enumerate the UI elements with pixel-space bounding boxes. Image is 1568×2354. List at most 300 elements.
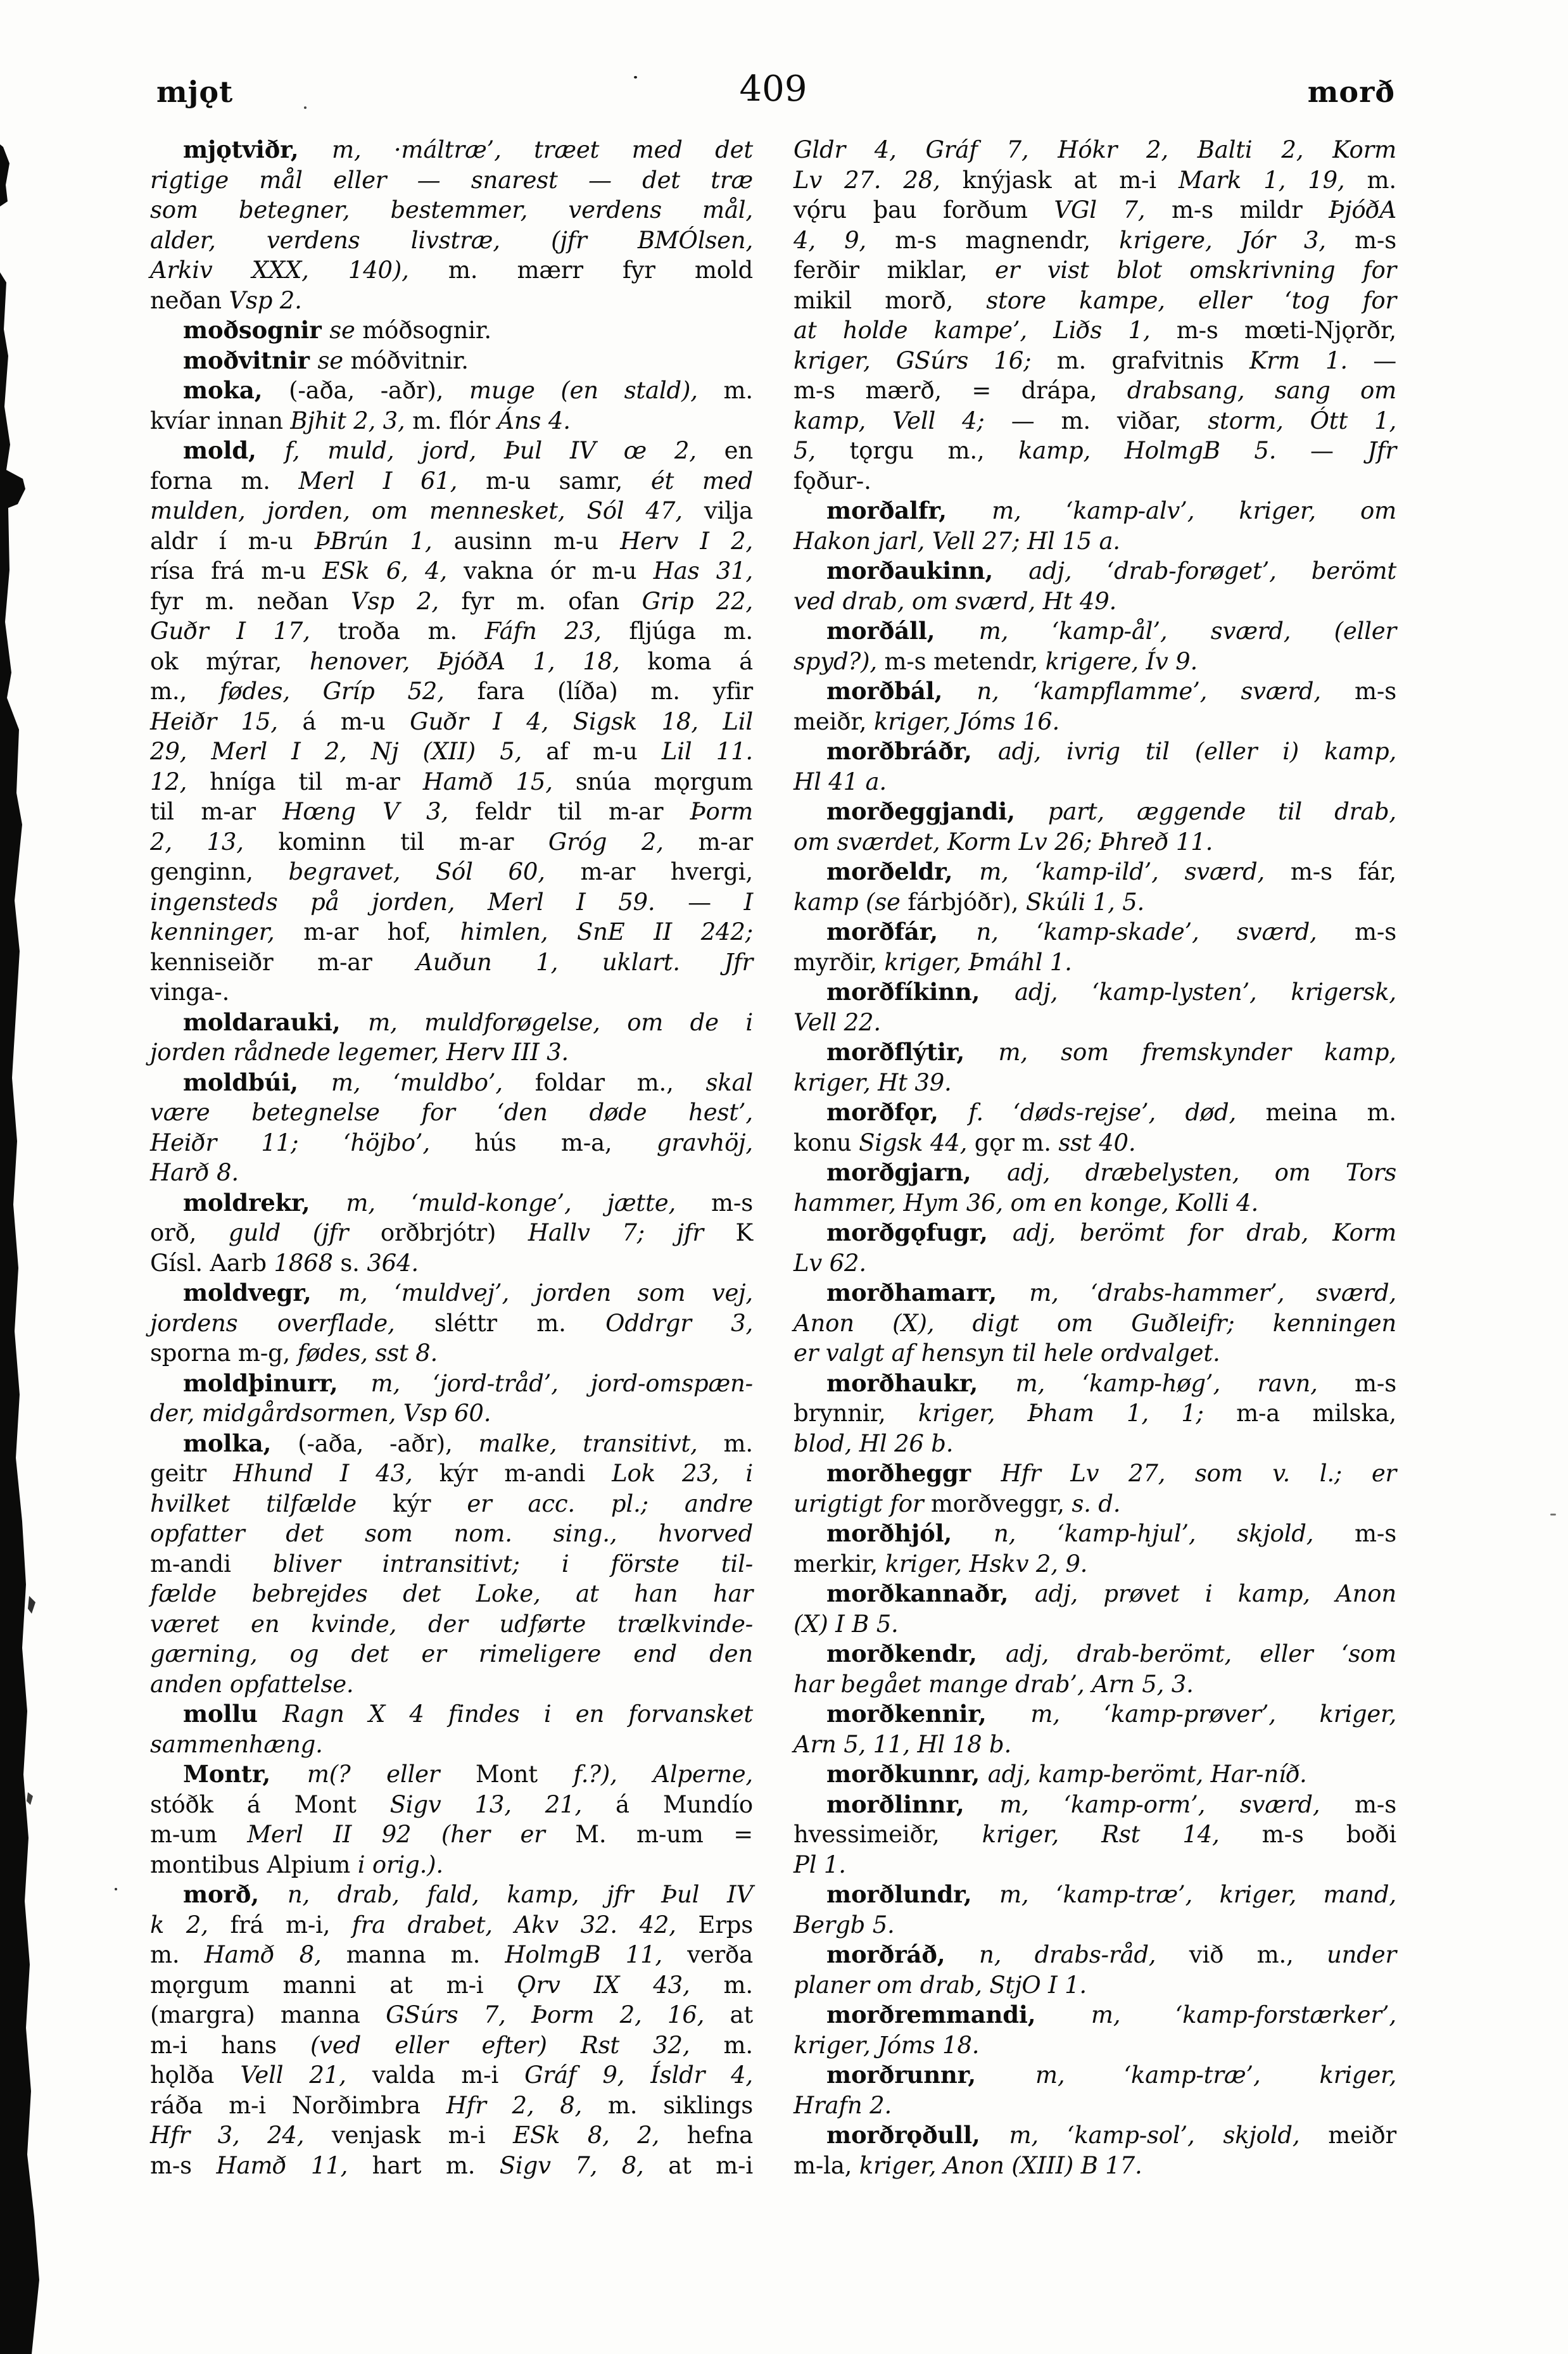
text-segment: (-aða, -aðr), [298, 1429, 479, 1457]
text-line [793, 1308, 1396, 1339]
text-line [793, 676, 1396, 707]
text-segment: m, ‘muldvej’, jorden som vej, [338, 1279, 753, 1307]
headword: morðfǫr, [826, 1098, 969, 1126]
text-line [150, 1940, 753, 1970]
text-segment: adj, berömt for drab, Korm [1012, 1219, 1396, 1246]
text-segment: jordens overflade, [150, 1309, 395, 1337]
text-line [793, 346, 1396, 376]
text-segment: hǫlða [150, 2061, 241, 2089]
text-line [150, 887, 753, 918]
text-segment: m-s mildr [1145, 196, 1329, 224]
text-line [150, 1790, 753, 1820]
text-segment: adj, prøvet i kamp, Anon [1034, 1580, 1397, 1607]
text-line [793, 556, 1396, 586]
text-line [793, 2060, 1396, 2091]
text-segment: sléttr m. [395, 1309, 606, 1337]
text-segment: fyr m. ofan [439, 587, 642, 615]
text-segment: se [329, 317, 363, 344]
text-segment: geitr [150, 1460, 234, 1487]
text-segment: knýjask at m-i [940, 166, 1179, 194]
text-segment: sst 40. [1058, 1129, 1136, 1156]
text-segment: hart m. [348, 2151, 500, 2179]
text-line [793, 2000, 1396, 2030]
text-segment: hús m-a, [429, 1129, 657, 1156]
text-line [793, 827, 1396, 857]
text-line [793, 315, 1396, 346]
text-segment: m. [1344, 166, 1396, 194]
text-line [150, 1970, 753, 2001]
text-line [150, 2060, 753, 2091]
text-segment: vakna ór m-u [446, 557, 654, 585]
text-line [793, 1248, 1396, 1279]
text-segment: m-s boði [1219, 1821, 1396, 1848]
text-line [150, 2120, 753, 2151]
text-segment: m, ‘kamp-prøver’, kriger, [1030, 1700, 1397, 1728]
text-line [793, 887, 1396, 918]
text-segment: móðvitnir. [350, 346, 469, 374]
text-segment: ok mýrar, [150, 647, 310, 675]
text-segment: Guðr I 4, Sigsk 18, Lil [410, 707, 754, 735]
text-segment: feldr til m-ar [448, 798, 690, 825]
text-segment: — [1347, 346, 1396, 374]
text-segment: sporna m-g, [150, 1339, 298, 1367]
text-line [150, 195, 753, 225]
text-segment: ét med [650, 467, 754, 495]
text-line [793, 977, 1396, 1008]
text-line [793, 1489, 1396, 1519]
headword: moka, [183, 376, 289, 404]
text-line [150, 977, 753, 1008]
text-segment: Þorm [690, 798, 753, 825]
text-segment: Vsp 2. [229, 286, 302, 314]
text-line [793, 1158, 1396, 1188]
text-segment: m-s metendr, [876, 647, 1046, 675]
text-line [793, 135, 1396, 165]
text-segment: m-andi [150, 1550, 273, 1578]
text-segment: gravhöj, [656, 1129, 753, 1156]
headword: moðsognir [183, 316, 330, 344]
text-line [793, 1128, 1396, 1158]
text-segment: Heiðr 11; ‘höjbo’, [150, 1129, 430, 1156]
text-line [793, 1008, 1396, 1038]
text-line [150, 1068, 753, 1098]
text-segment: er acc. pl.; andre [467, 1490, 753, 1517]
text-segment: Hamð 15, [422, 768, 553, 795]
text-segment: meina m. [1236, 1099, 1396, 1126]
text-segment: m-um [150, 1821, 248, 1848]
text-segment: alder, verdens livstræ, (jfr BMÓlsen, [150, 226, 753, 254]
text-line [150, 676, 753, 707]
text-segment: Bergb 5. [793, 1911, 895, 1939]
text-segment: troða m. [310, 617, 485, 645]
text-segment: — [1276, 437, 1368, 464]
text-line [793, 255, 1396, 286]
text-segment: kvíar innan [150, 407, 291, 434]
headword: morðhjól, [826, 1519, 994, 1547]
text-segment: valda m-i [346, 2061, 525, 2089]
text-line [150, 947, 753, 978]
text-line [793, 1549, 1396, 1579]
text-line [150, 2000, 753, 2030]
text-segment: hvilket tilfælde [150, 1490, 393, 1517]
text-segment: Pl 1. [793, 1851, 846, 1878]
text-segment: at holde kampe’, Liðs 1, [793, 317, 1151, 344]
text-segment: kriger, GSúrs 16; [793, 346, 1032, 374]
text-line [150, 1218, 753, 1248]
text-segment: meiðr [1299, 2122, 1396, 2149]
text-line [150, 1459, 753, 1489]
text-line [150, 1008, 753, 1038]
text-segment: Lok 23, i [612, 1460, 753, 1487]
text-segment: Hrafn 2. [793, 2091, 892, 2119]
text-segment: rigtige mål eller — snarest — det træ [150, 166, 753, 194]
text-segment: krigere, Ív 9. [1045, 647, 1198, 675]
text-segment: begravet, Sól 60, [288, 858, 545, 885]
text-segment: m, ‘muldbo’, [331, 1068, 503, 1096]
headword: morðkendr, [826, 1640, 1006, 1667]
headword: moldbúi, [183, 1068, 331, 1096]
text-segment: Hfr 2, 8, [446, 2091, 583, 2119]
text-segment: kamp, Vell 4; [793, 407, 985, 434]
running-head-right: morð [1307, 75, 1395, 109]
text-segment: hníga til m-ar [187, 768, 423, 795]
text-segment: meiðr, [793, 707, 874, 735]
text-line [150, 406, 753, 436]
text-segment: m-ar hvergi, [545, 858, 753, 885]
text-segment: — m. viðar, [984, 407, 1208, 434]
text-segment: muge (en stald), [469, 377, 698, 404]
text-segment: hvessimeiðr, [793, 1821, 982, 1848]
text-line [150, 2151, 753, 2181]
text-segment: Krm 1. [1249, 346, 1348, 374]
text-segment: m, ‘kamp-sol’, skjold, [1009, 2122, 1300, 2149]
text-line [793, 737, 1396, 767]
text-segment: 364. [367, 1249, 419, 1277]
text-line [150, 2030, 753, 2061]
text-line [150, 165, 753, 196]
text-line [793, 466, 1396, 497]
text-segment: vinga-. [150, 978, 230, 1006]
text-segment: Herv I 2, [620, 527, 753, 555]
text-segment: neðan [150, 286, 229, 314]
headword: morðeldr, [826, 857, 980, 885]
text-segment: Arkiv XXX, 140), [150, 256, 409, 284]
text-segment: s. d. [1072, 1490, 1121, 1517]
text-segment: Fáfn 23, [484, 617, 602, 645]
text-segment: Vell 22. [793, 1008, 881, 1036]
text-segment: n, ‘kamp-hjul’, skjold, [993, 1520, 1314, 1547]
text-line [150, 737, 753, 767]
text-line [793, 767, 1396, 797]
headword: morðkannaðr, [826, 1579, 1035, 1607]
headword: morðaukinn, [826, 557, 1029, 585]
text-segment: f.?), Alperne, [573, 1761, 753, 1788]
scan-speck [304, 106, 307, 109]
text-segment: Vell 21, [240, 2061, 346, 2089]
text-segment: m, ‘kamp-alv’, kriger, om [992, 497, 1396, 524]
headword: molka, [183, 1429, 298, 1457]
text-line [150, 466, 753, 497]
text-segment: m, ‘kamp-forstærker’, [1091, 2001, 1396, 2028]
text-line [150, 346, 753, 376]
text-line [793, 225, 1396, 256]
text-segment: opfatter det som nom. sing., hvorved [150, 1520, 753, 1547]
running-header [150, 68, 1396, 119]
text-line [793, 647, 1396, 677]
text-segment: adj, kamp-berömt, Har-níð. [987, 1761, 1307, 1788]
text-segment: Mont [475, 1761, 574, 1788]
text-line [150, 1819, 753, 1850]
text-line [150, 797, 753, 827]
headword: morðkennir, [826, 1700, 1031, 1728]
text-segment: M. m-um = [575, 1821, 754, 1848]
text-line [150, 1519, 753, 1549]
text-segment: kriger, Þham 1, 1; [918, 1400, 1204, 1427]
text-segment: (margra) manna [150, 2001, 386, 2028]
text-segment: venjask m-i [304, 2122, 514, 2149]
text-segment: Merl II 92 (her er [247, 1821, 576, 1848]
text-segment: Bjhit 2, 3, [290, 407, 405, 434]
text-segment: m. [690, 2031, 753, 2059]
text-segment: m. flór [405, 407, 498, 434]
text-segment: K [735, 1219, 753, 1246]
text-segment: ESk 6, 4, [322, 557, 447, 585]
text-line [150, 1549, 753, 1579]
text-segment: fælde bebrejdes det Loke, at han har [150, 1580, 753, 1607]
text-segment: kýr [392, 1490, 467, 1517]
text-segment: kominn til m-ar [243, 828, 548, 856]
headword: moldrekr, [183, 1188, 346, 1217]
text-line [150, 1188, 753, 1218]
text-segment: myrðir, [793, 948, 885, 976]
text-segment: Skúli 1, 5. [1025, 888, 1145, 916]
text-line [793, 857, 1396, 887]
text-segment: m. [697, 377, 753, 404]
text-line [150, 1248, 753, 1279]
text-segment: en [696, 437, 753, 464]
text-line [150, 586, 753, 617]
text-line [150, 767, 753, 797]
text-segment: Gráf 9, Ísldr 4, [524, 2061, 753, 2089]
text-line [793, 406, 1396, 436]
text-line [793, 1369, 1396, 1399]
text-column-right [793, 135, 1396, 2180]
text-segment: Áns 4. [497, 407, 571, 434]
text-segment: m-s mærð, = drápa, [793, 377, 1127, 404]
text-segment: mulden, jorden, om mennesket, Sól 47, [150, 497, 683, 524]
text-segment: kamp (se [793, 888, 908, 916]
text-segment: m-s [1320, 1790, 1396, 1818]
text-line [150, 1429, 753, 1459]
headword: morðalfr, [826, 497, 992, 524]
text-line [793, 2030, 1396, 2061]
text-segment: m, ‘kamp-træ’, kriger, mand, [999, 1881, 1396, 1908]
text-line [793, 1910, 1396, 1940]
headword: morðeggjandi, [826, 797, 1048, 825]
text-segment: m, som fremskynder kamp, [998, 1039, 1396, 1066]
text-segment: m, ‘drabs-hammer’, sværd, [1029, 1279, 1396, 1307]
text-segment: planer om drab, StjO I 1. [793, 1971, 1087, 1999]
text-segment: fødes, Gríp 52, [219, 678, 445, 705]
text-segment: som betegner, bestemmer, verdens mål, [150, 196, 753, 224]
text-line [150, 526, 753, 557]
text-line [793, 2151, 1396, 2181]
text-line [150, 1098, 753, 1128]
text-segment: Grip 22, [642, 587, 753, 615]
text-segment: til m-ar [150, 798, 283, 825]
text-segment: orðbrjótr) [380, 1219, 528, 1246]
text-segment: bliver intransitivt; i förste til- [272, 1550, 754, 1578]
text-segment: om sværdet, Korm Lv 26; Þhreð 11. [793, 828, 1213, 856]
text-segment: frá m-i, [208, 1911, 353, 1939]
text-segment: m, ‘muld-konge’, jætte, [346, 1189, 676, 1217]
headword: morðheggr [826, 1459, 1001, 1487]
text-segment: se [317, 346, 351, 374]
text-segment: Hamð 11, [216, 2151, 348, 2179]
text-line [150, 1278, 753, 1308]
page-number: 409 [739, 68, 807, 110]
text-segment: Erps [676, 1911, 753, 1939]
text-line [793, 1278, 1396, 1308]
text-segment: adj, dræbelysten, om Tors [1007, 1159, 1396, 1186]
text-segment: brynnir, [793, 1400, 918, 1427]
text-segment: sammenhæng. [150, 1730, 323, 1758]
text-segment: Mark 1, 19, [1178, 166, 1345, 194]
text-segment: Sigv 13, 21, [389, 1790, 583, 1818]
text-segment: m, ·máltræ’, træet med det [331, 136, 753, 163]
text-line [150, 315, 753, 346]
text-segment: ved drab, om sværd, Ht 49. [793, 587, 1117, 615]
text-segment: Guðr I 17, [150, 617, 310, 645]
text-segment: m. [150, 1941, 205, 1968]
text-segment: I [743, 888, 753, 916]
text-segment: 12, [150, 768, 187, 795]
text-line [150, 1369, 753, 1399]
text-segment: f, muld, jord, Þul IV œ 2, [284, 437, 697, 464]
text-segment: Lil 11. [661, 738, 753, 765]
text-segment: at m-i [643, 2151, 753, 2179]
text-line [150, 255, 753, 286]
text-segment: blod, Hl 26 b. [793, 1429, 954, 1457]
text-line [793, 1759, 1396, 1790]
text-line [793, 1037, 1396, 1068]
text-segment: m-i hans [150, 2031, 310, 2059]
text-column-left [150, 135, 753, 2180]
text-line [793, 1398, 1396, 1429]
text-segment: vǫ́ru þau forðum [793, 196, 1054, 224]
text-segment: hefna [659, 2122, 753, 2149]
text-segment: snúa mǫrgum [552, 768, 754, 795]
text-segment: Hakon jarl, Vell 27; Hl 15 a. [793, 527, 1120, 555]
text-segment: kriger, Þmáhl 1. [884, 948, 1072, 976]
text-segment: fyr m. neðan [150, 587, 351, 615]
text-line [793, 496, 1396, 526]
text-segment: kriger, Jóms 18. [793, 2031, 980, 2059]
text-segment: koma á [619, 647, 753, 675]
text-segment: gǫr m. [967, 1129, 1059, 1156]
headword: morðrǫðull, [826, 2121, 1009, 2149]
text-line [793, 1699, 1396, 1730]
text-segment: malke, transitivt, [478, 1429, 698, 1457]
text-segment: orð, [150, 1219, 229, 1246]
text-line [793, 1730, 1396, 1760]
text-segment: fødes, sst 8. [297, 1339, 438, 1367]
headword: morðfár, [826, 918, 977, 946]
headword: morðgjarn, [826, 1158, 1008, 1186]
text-segment: m, ‘kamp-ild’, sværd, [979, 858, 1265, 885]
text-segment: á m-u [277, 707, 410, 735]
text-segment: m-ar hof, [274, 918, 460, 946]
text-segment: mǫrgum manni at m-i [150, 1971, 517, 1999]
text-segment: k 2, [150, 1911, 208, 1939]
text-segment: Lv 62. [793, 1249, 866, 1277]
text-segment: m-u samr, [457, 467, 651, 495]
text-segment: Lv 27. 28, [793, 166, 940, 194]
text-line [793, 917, 1396, 947]
text-segment: der, midgårdsormen, Vsp 60. [150, 1400, 491, 1427]
text-segment: fra drabet, Akv 32. 42, [352, 1911, 676, 1939]
text-segment: Anon (X), digt om Guðleifr; kenningen [793, 1309, 1396, 1337]
text-segment: montibus Alpium [150, 1851, 358, 1878]
text-segment: Has 31, [653, 557, 753, 585]
headword: mjǫtviðr, [183, 136, 332, 163]
text-segment: ferðir miklar, [793, 256, 996, 284]
text-segment: har begået mange drab’, Arn 5, 3. [793, 1670, 1194, 1698]
text-line [793, 1068, 1396, 1098]
text-line [150, 2091, 753, 2121]
text-line [793, 1459, 1396, 1489]
text-segment: (ved eller efter) Rst 32, [310, 2031, 690, 2059]
text-segment: stóðk á Mont [150, 1790, 390, 1818]
text-segment: fǫður-. [793, 467, 871, 495]
text-segment: — [655, 888, 744, 916]
headword: morðrunnr, [826, 2061, 1035, 2089]
text-segment: Ǫrv IX 43, [517, 1971, 690, 1999]
text-segment: part, æggende til drab, [1047, 798, 1396, 825]
text-segment: hammer, Hym 36, om en konge, Kolli 4. [793, 1189, 1259, 1217]
text-line [793, 616, 1396, 647]
text-segment: Sigsk 44, [859, 1129, 968, 1156]
text-segment: m-s [676, 1189, 753, 1217]
text-segment: verða [662, 1941, 753, 1968]
headword: Montr, [183, 1760, 307, 1788]
text-segment: Jfr [1367, 437, 1396, 464]
text-segment: forna m. [150, 467, 299, 495]
text-segment: aldr í m-u [150, 527, 315, 555]
scan-artifact-left-edge [0, 0, 57, 2354]
text-line [793, 707, 1396, 737]
text-line [150, 286, 753, 316]
text-segment: Hfr Lv 27, som v. l.; er [1001, 1460, 1396, 1487]
text-line [793, 1940, 1396, 1970]
text-line [150, 1609, 753, 1640]
text-segment: m-la, [793, 2151, 859, 2179]
text-segment: storm, Ótt 1, [1208, 407, 1397, 434]
scan-speck [1550, 1514, 1556, 1516]
text-line [793, 1669, 1396, 1700]
text-segment: m-s [1313, 1520, 1396, 1547]
text-line [793, 165, 1396, 196]
text-segment: á Mundío [582, 1790, 753, 1818]
text-segment: er valgt af hensyn til hele ordvalget. [793, 1339, 1220, 1367]
text-segment: n, drabs-råd, [978, 1941, 1156, 1968]
text-segment: gærning, og det er rimeligere end den [150, 1640, 753, 1667]
text-line [150, 1308, 753, 1339]
text-segment: n, ‘kamp-skade’, sværd, [976, 918, 1317, 946]
text-segment: m, ‘kamp-træ’, kriger, [1035, 2061, 1397, 2089]
text-line [150, 1489, 753, 1519]
text-segment: f. ‘døds-rejse’, død, [968, 1099, 1237, 1126]
